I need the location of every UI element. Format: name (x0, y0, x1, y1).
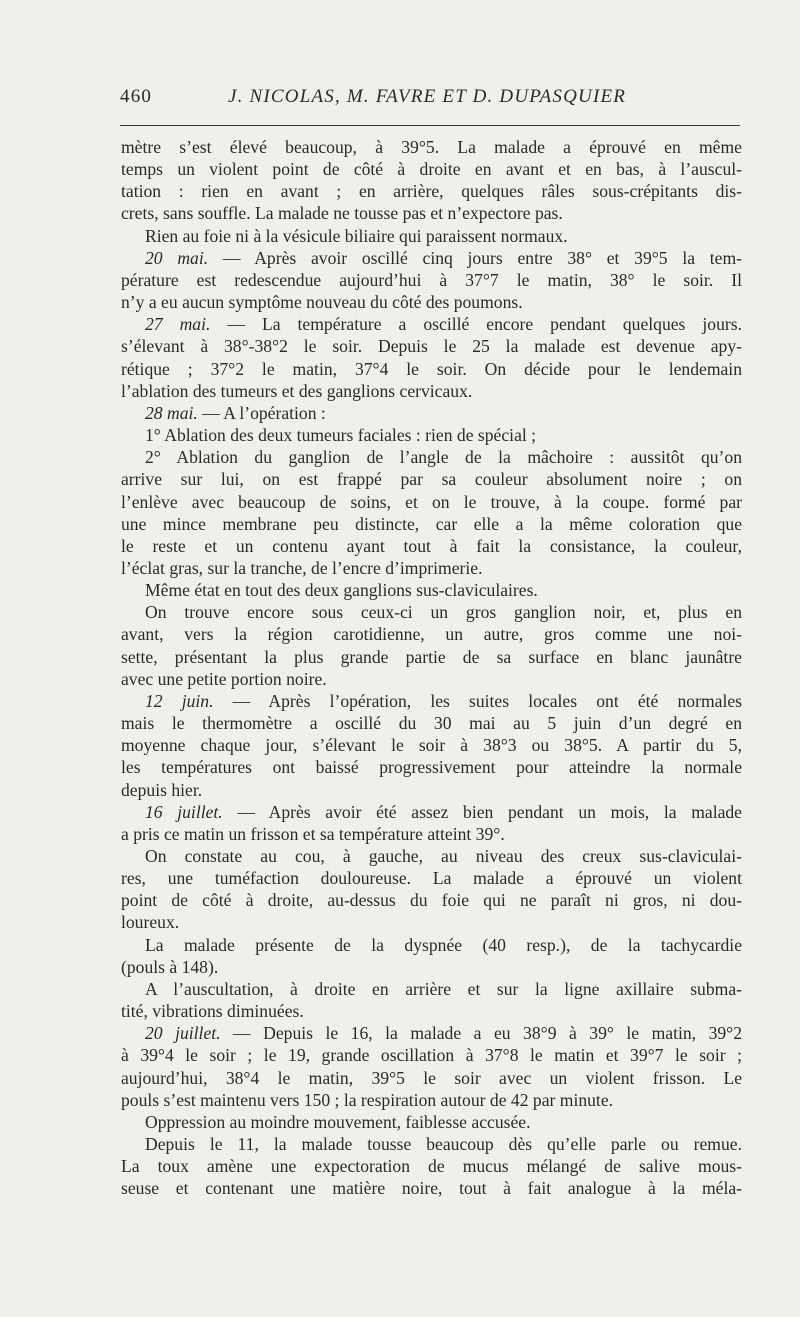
text-line (121, 911, 742, 933)
text-line (121, 712, 742, 734)
line-text: — Depuis le 16, la malade a eu 38°9 à 39° le matin, 39°2 (220, 1023, 742, 1044)
line-text: à 39°4 le soir ; le 19, grande oscillation à 37°8 le matin et 39°7 le soir ; (121, 1045, 742, 1066)
line-text: avec une petite portion noire. (121, 668, 327, 689)
line-text: — Après avoir oscillé cinq jours entre 38° et 39°5 la tem- (208, 247, 743, 268)
text-line (121, 734, 742, 756)
text-line (121, 535, 742, 557)
line-text: Depuis le 11, la malade tousse beaucoup dès qu’elle parle ou remue. (145, 1134, 742, 1155)
text-line (121, 402, 742, 424)
line-text: aujourd’hui, 38°4 le matin, 39°5 le soir avec un violent frisson. Le (121, 1067, 742, 1088)
line-text: res, une tuméfaction douloureuse. La malade a éprouvé un violent (121, 868, 742, 889)
line-text: La malade présente de la dyspnée (40 resp.), de la tachycardie (145, 934, 742, 955)
text-line (121, 646, 742, 668)
line-text: mais le thermomètre a oscillé du 30 mai au 5 juin d’un degré en (121, 713, 742, 734)
line-text: rétique ; 37°2 le matin, 37°4 le soir. On décide pour le lendemain (121, 358, 742, 379)
line-text: pérature est redescendue aujourd’hui à 37°7 le matin, 38° le soir. Il (121, 269, 742, 290)
line-text: sette, présentant la plus grande partie de sa surface en blanc jaunâtre (121, 646, 742, 667)
text-line (121, 1044, 742, 1066)
text-line (121, 291, 742, 313)
text-line (121, 513, 742, 535)
line-text: point de côté à droite, au-dessus du foie qui ne paraît ni gros, ni dou- (121, 890, 742, 911)
line-text: Rien au foie ni à la vésicule biliaire qui paraissent normaux. (145, 225, 568, 246)
text-line (121, 313, 742, 335)
line-text: temps un violent point de côté à droite en avant et en bas, à l’auscul- (121, 159, 742, 180)
line-text: tation : rien en avant ; en arrière, quelques râles sous-crépitants dis- (121, 181, 742, 202)
text-line (121, 1022, 742, 1044)
text-line (121, 380, 742, 402)
text-line (121, 358, 742, 380)
line-text: Même état en tout des deux ganglions sus-claviculaires. (145, 580, 538, 601)
text-line (121, 225, 742, 247)
line-text: A l’auscultation, à droite en arrière et sur la ligne axillaire subma- (145, 978, 742, 999)
text-line (121, 424, 742, 446)
text-line (121, 601, 742, 623)
text-line (121, 1111, 742, 1133)
line-text: 2° Ablation du ganglion de l’angle de la mâchoire : aussitôt qu’on (145, 447, 742, 468)
line-text: moyenne chaque jour, s’élevant le soir à 38°3 ou 38°5. A partir du 5, (121, 735, 742, 756)
text-line (121, 668, 742, 690)
text-line (121, 1089, 742, 1111)
text-line (121, 934, 742, 956)
body-text (121, 136, 742, 1200)
line-text: — La température a oscillé encore pendant quelques jours. (210, 314, 742, 335)
text-line (121, 956, 742, 978)
line-text: arrive sur lui, on est frappé par sa couleur absolument noire ; on (121, 469, 742, 490)
line-text: seuse et contenant une matière noire, tout à fait analogue à la méla- (121, 1178, 742, 1199)
text-line (121, 446, 742, 468)
text-line (121, 756, 742, 778)
text-line (121, 889, 742, 911)
line-text: tité, vibrations diminuées. (121, 1001, 304, 1022)
line-text: On trouve encore sous ceux-ci un gros ganglion noir, et, plus en (145, 602, 742, 623)
line-text: pouls s’est maintenu vers 150 ; la respiration autour de 42 par minute. (121, 1089, 614, 1110)
page-header (120, 86, 740, 116)
text-line (121, 1155, 742, 1177)
text-line (121, 202, 742, 224)
text-line (121, 1177, 742, 1199)
line-text: — Après l’opération, les suites locales ont été normales (213, 690, 742, 711)
line-text: (pouls à 148). (121, 956, 219, 977)
line-text: avant, vers la région carotidienne, un autre, gros comme une noi- (121, 624, 742, 645)
line-text: s’élevant à 38°-38°2 le soir. Depuis le 25 la malade est devenue apy- (121, 336, 742, 357)
text-line (121, 158, 742, 180)
text-line (121, 623, 742, 645)
date-lead: 12 juin. (145, 690, 214, 711)
line-text: n’y a eu aucun symptôme nouveau du côté des poumons. (121, 292, 523, 313)
line-text: loureux. (121, 912, 180, 933)
line-text: mètre s’est élevé beaucoup, à 39°5. La malade a éprouvé en même (121, 137, 742, 157)
date-lead: 20 juillet. (145, 1023, 221, 1044)
text-line (121, 1133, 742, 1155)
text-line (121, 468, 742, 490)
text-line (121, 1000, 742, 1022)
text-line (121, 823, 742, 845)
text-line (121, 779, 742, 801)
line-text: La toux amène une expectoration de mucus mélangé de salive mous- (121, 1156, 742, 1177)
text-line (121, 269, 742, 291)
text-line (121, 335, 742, 357)
line-text: 1° Ablation des deux tumeurs faciales : rien de spécial ; (145, 425, 537, 446)
date-lead: 27 mai. (145, 314, 211, 335)
line-text: — Après avoir été assez bien pendant un mois, la malade (222, 801, 742, 822)
line-text: les températures ont baissé progressivement pour atteindre la normale (121, 757, 742, 778)
page-number: 460 (120, 86, 153, 107)
line-text: l’éclat gras, sur la tranche, de l’encre d’imprimerie. (121, 557, 483, 578)
text-line (121, 867, 742, 889)
line-text: une mince membrane peu distincte, car elle a la même coloration que (121, 513, 742, 534)
text-line (121, 180, 742, 202)
text-line (121, 136, 742, 158)
text-line (121, 1067, 742, 1089)
line-text: le reste et un contenu ayant tout à fait la consistance, la couleur, (121, 535, 742, 556)
line-text: l’ablation des tumeurs et des ganglions cervicaux. (121, 380, 473, 401)
line-text: Oppression au moindre mouvement, faiblesse accusée. (145, 1111, 531, 1132)
text-line (121, 557, 742, 579)
line-text: — A l’opération : (197, 402, 326, 423)
text-line (121, 845, 742, 867)
text-line (121, 690, 742, 712)
text-line (121, 247, 742, 269)
line-text: a pris ce matin un frisson et sa température atteint 39°. (121, 823, 505, 844)
date-lead: 28 mai. (145, 402, 198, 423)
text-line (121, 801, 742, 823)
line-text: crets, sans souffle. La malade ne tousse pas et n’expectore pas. (121, 203, 563, 224)
line-text: depuis hier. (121, 779, 203, 800)
line-text: On constate au cou, à gauche, au niveau des creux sus-claviculai- (145, 846, 742, 866)
date-lead: 20 mai. (145, 247, 209, 268)
text-line (121, 579, 742, 601)
header-rule (120, 125, 740, 126)
text-line (121, 491, 742, 513)
date-lead: 16 juillet. (145, 801, 223, 822)
running-head: J. NICOLAS, M. FAVRE ET D. DUPASQUIER (228, 86, 627, 107)
text-line (121, 978, 742, 1000)
line-text: l’enlève avec beaucoup de soins, et on le trouve, à la coupe. formé par (121, 491, 742, 512)
